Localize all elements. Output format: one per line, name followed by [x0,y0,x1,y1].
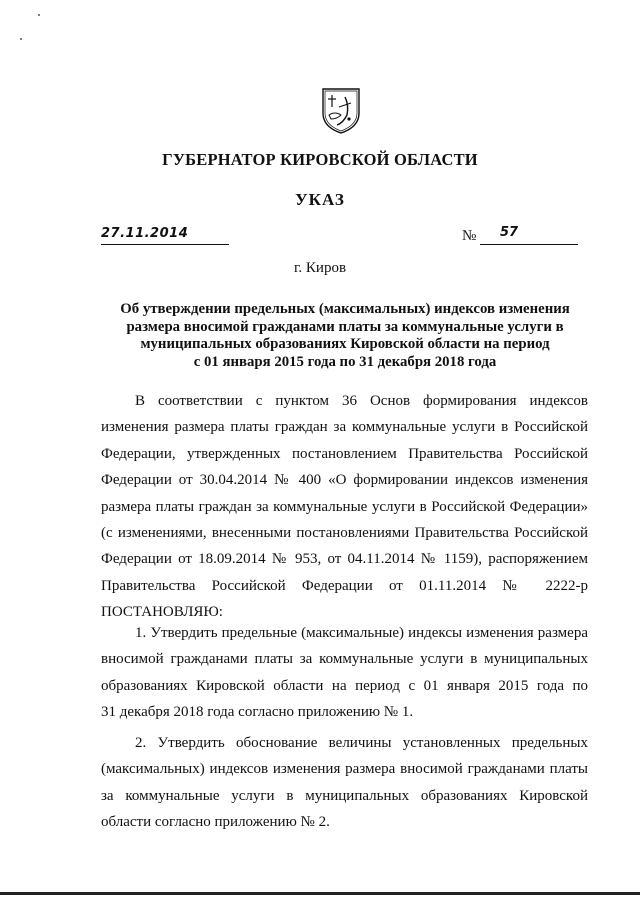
paragraph-line: за коммунальные услуги в муниципальных образованиях Кировской [101,787,588,804]
handwritten-number: 57 [500,225,519,240]
scan-speck [20,38,22,40]
paragraph-line: 1. Утвердить предельные (максимальные) индексы изменения размера [135,625,588,641]
item-1-paragraph [101,620,588,726]
paragraph-line: образованиях Кировской области на период с 01 января 2015 года по [101,677,588,694]
title-line: с 01 января 2015 года по 31 декабря 2018 года [193,353,497,370]
paragraph-line: размера платы граждан за коммунальные услуги в Российской Федерации» [101,498,588,515]
number-field-line [480,226,578,245]
scan-speck [38,14,40,16]
resolution-word: ПОСТАНОВЛЯЮ: [101,604,223,621]
document-type-heading: УКАЗ [295,190,345,209]
paragraph-line: вносимой гражданами платы за коммунальные услуги в муниципальных [101,651,588,668]
organization-heading: ГУБЕРНАТОР КИРОВСКОЙ ОБЛАСТИ [162,150,478,169]
paragraph-line: области согласно приложению № 2. [101,814,330,831]
paragraph-line: (максимальных) индексов изменения размера вносимой гражданами платы [101,761,588,778]
paragraph-line: Федерации от 18.09.2014 № 953, от 04.11.2014 № 1159), распоряжением [101,551,588,568]
coat-of-arms-icon [319,85,363,135]
paragraph-line: Правительства Российской Федерации от 01.11.2014 № 2222-р [101,577,588,594]
number-label: № [462,228,477,244]
paragraph-line: изменения размера платы граждан за коммунальные услуги в Российской [101,419,588,436]
paragraph-line: 31 декабря 2018 года согласно приложению № 1. [101,704,414,721]
paragraph-line: (с изменениями, внесенными постановлениями Правительства Российской [101,524,588,541]
decree-title [100,301,590,371]
paragraph-line: В соответствии с пунктом 36 Основ формирования индексов [135,393,588,409]
title-line: муниципальных образованиях Кировской области на период [140,336,550,352]
preamble-paragraph [101,388,588,626]
handwritten-date: 27.11.2014 [101,226,189,241]
paragraph-line: Федерации, утвержденных постановлением Правительства Российской [101,445,588,462]
scan-bottom-edge [0,892,640,895]
item-2-paragraph [101,730,588,836]
city-label: г. Киров [293,260,347,276]
paragraph-line: 2. Утвердить обоснование величины установленных предельных [135,735,588,751]
title-line: Об утверждении предельных (максимальных) индексов изменения [120,301,570,317]
paragraph-line: Федерации от 30.04.2014 № 400 «О формировании индексов изменения [101,472,588,489]
title-line: размера вносимой гражданами платы за коммунальные услуги в [126,318,564,335]
